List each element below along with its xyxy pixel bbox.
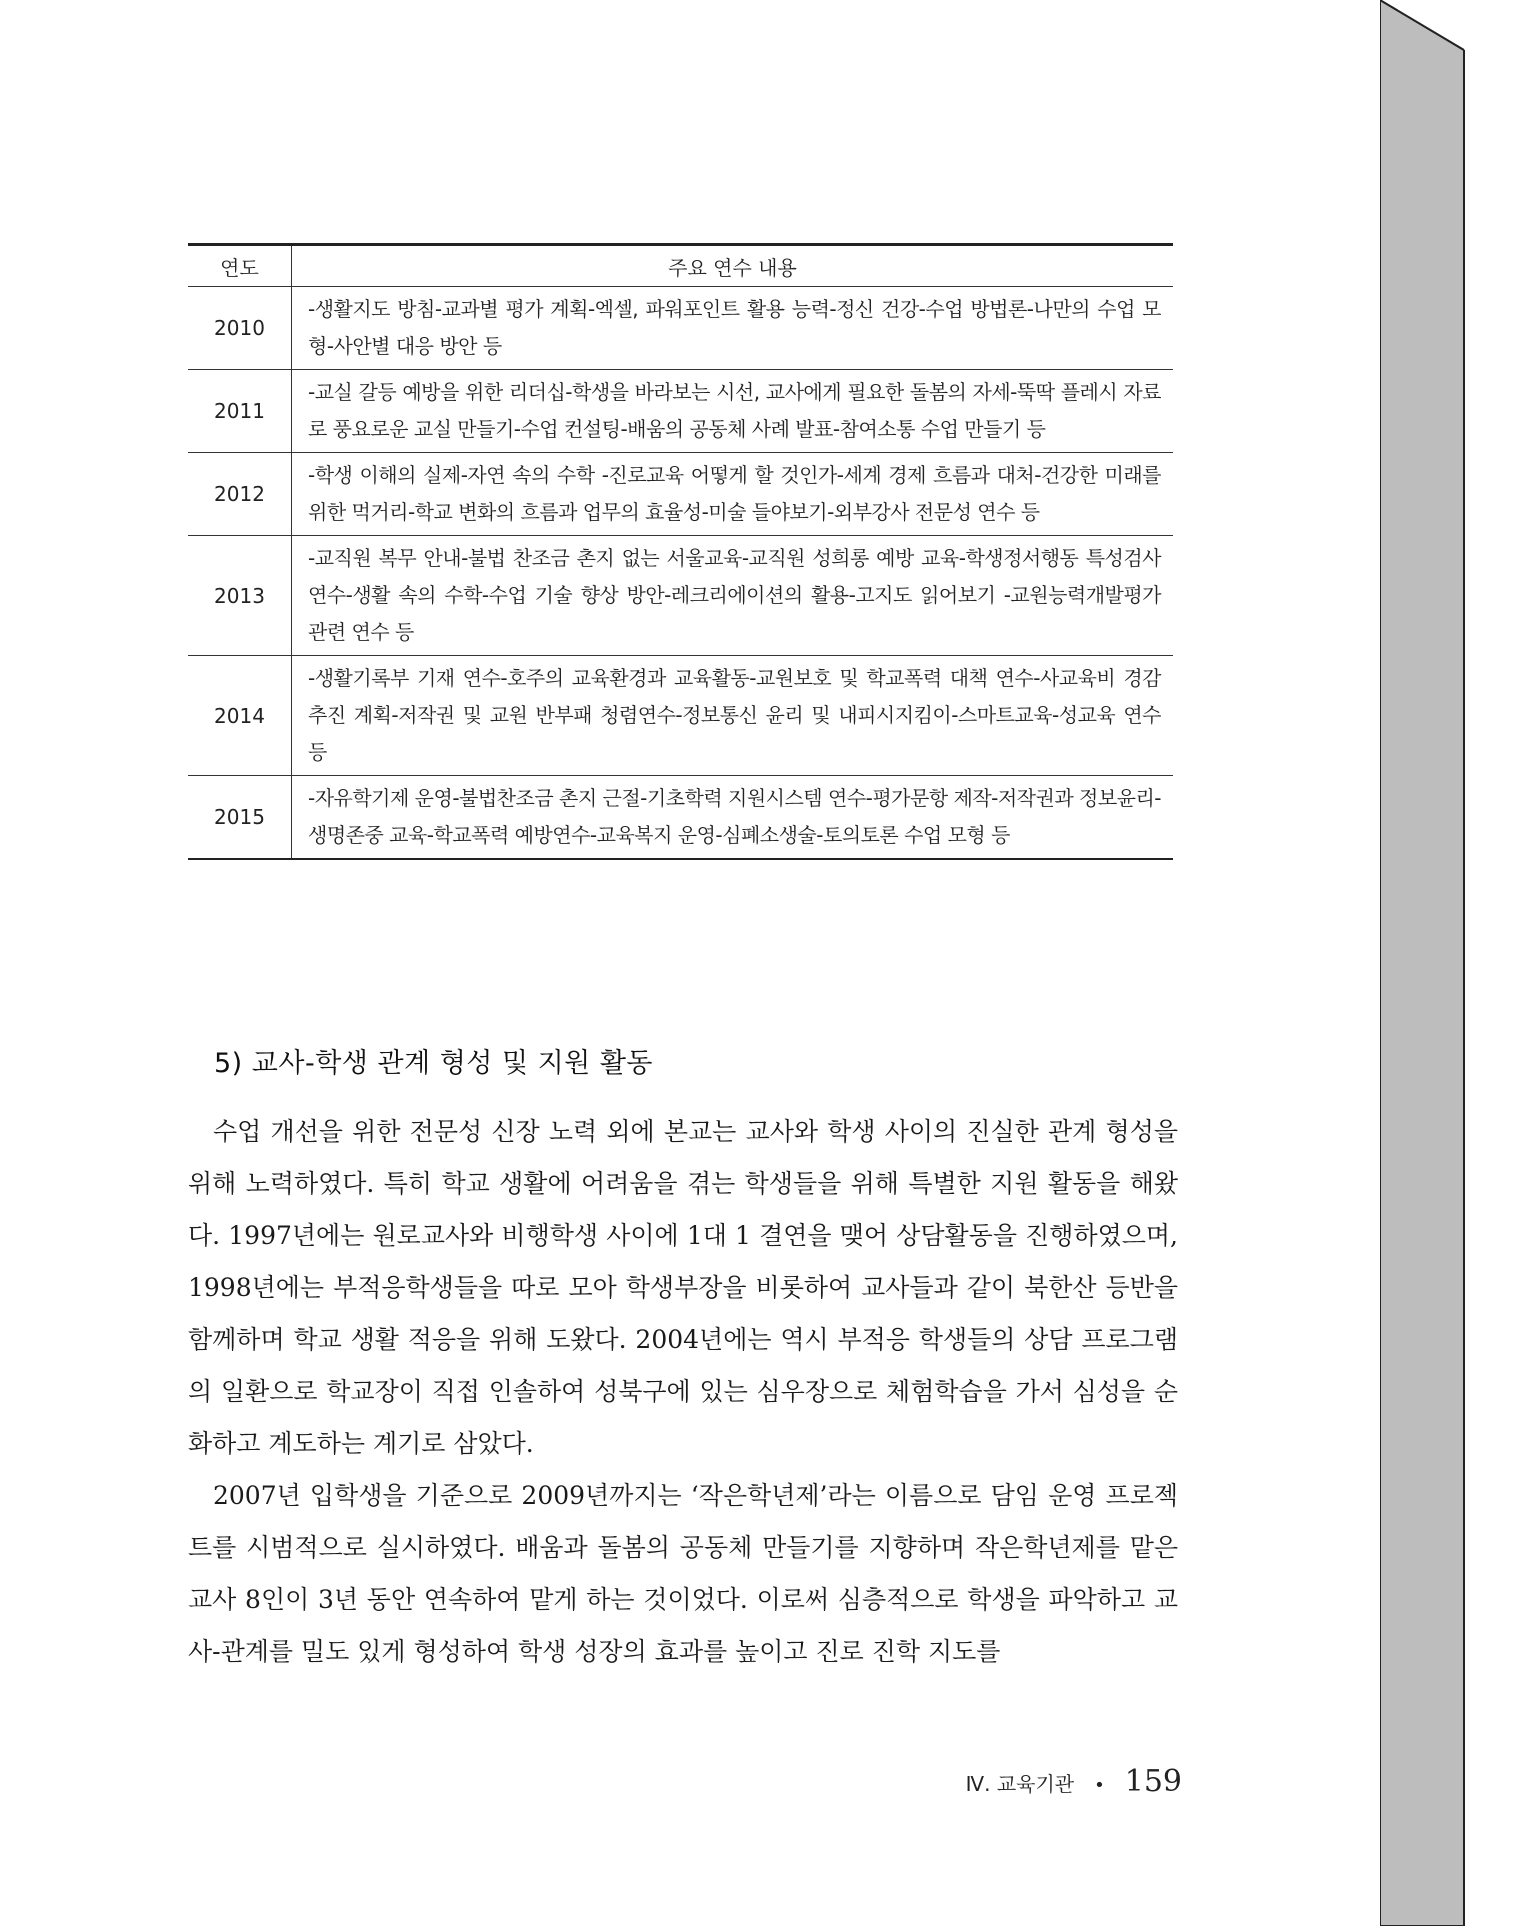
row-year: 2011 [188, 370, 292, 453]
table-row [188, 453, 1173, 536]
page-footer [966, 1764, 1182, 1799]
page-edge-shading [1380, 0, 1520, 1926]
header-content: 주요 연수 내용 [292, 245, 1174, 287]
row-content: -교직원 복무 안내-불법 찬조금 촌지 없는 서울교육-교직원 성희롱 예방 교육-학생정서행동 특성검사 연수-생활 속의 수학-수업 기술 향상 방안-레크리에이션의 활용-고지도 읽어보기 -교원능력개발평가 관련 연수 등 [292, 536, 1174, 656]
row-year: 2014 [188, 656, 292, 776]
page-number: 159 [1124, 1764, 1182, 1799]
training-table [188, 243, 1173, 860]
table-row [188, 370, 1173, 453]
row-content: -생활지도 방침-교과별 평가 계획-엑셀, 파워포인트 활용 능력-정신 건강-수업 방법론-나만의 수업 모형-사안별 대응 방안 등 [292, 287, 1174, 370]
row-year: 2015 [188, 776, 292, 860]
table-row [188, 776, 1173, 860]
table-row [188, 536, 1173, 656]
row-content: -교실 갈등 예방을 위한 리더십-학생을 바라보는 시선, 교사에게 필요한 돌봄의 자세-뚝딱 플레시 자료로 풍요로운 교실 만들기-수업 컨설팅-배움의 공동체 사례 발표-참여소통 수업 만들기 등 [292, 370, 1174, 453]
header-year: 연도 [188, 245, 292, 287]
paragraph: 2007년 입학생을 기준으로 2009년까지는 ‘작은학년제’라는 이름으로 담임 운영 프로젝트를 시범적으로 실시하였다. 배움과 돌봄의 공동체 만들기를 지향하며 작은학년제를 맡은 교사 8인이 3년 동안 연속하여 맡게 하는 것이었다. 이로써 심층적으로 학생을 파악하고 교사-관계를 밀도 있게 형성하여 학생 성장의 효과를 높이고 진로 진학 지도를 [188, 1481, 1178, 1666]
page-edge-graphic [1380, 0, 1520, 1926]
table-row [188, 656, 1173, 776]
row-content: -자유학기제 운영-불법찬조금 촌지 근절-기초학력 지원시스템 연수-평가문항 제작-저작권과 정보윤리-생명존중 교육-학교폭력 예방연수-교육복지 운영-심폐소생술-토의토론 수업 모형 등 [292, 776, 1174, 860]
row-year: 2010 [188, 287, 292, 370]
row-content: -생활기록부 기재 연수-호주의 교육환경과 교육활동-교원보호 및 학교폭력 대책 연수-사교육비 경감 추진 계획-저작권 및 교원 반부패 청렴연수-정보통신 윤리 및 내피시지킴이-스마트교육-성교육 연수 등 [292, 656, 1174, 776]
row-year: 2013 [188, 536, 292, 656]
table-row [188, 287, 1173, 370]
section-title: 5) 교사-학생 관계 형성 및 지원 활동 [214, 1048, 654, 1079]
row-content: -학생 이해의 실제-자연 속의 수학 -진로교육 어떻게 할 것인가-세계 경제 흐름과 대처-건강한 미래를 위한 먹거리-학교 변화의 흐름과 업무의 효율성-미술 들야보기-외부강사 전문성 연수 등 [292, 453, 1174, 536]
paragraph: 수업 개선을 위한 전문성 신장 노력 외에 본교는 교사와 학생 사이의 진실한 관계 형성을 위해 노력하였다. 특히 학교 생활에 어려움을 겪는 학생들을 위해 특별한 지원 활동을 해왔다. 1997년에는 원로교사와 비행학생 사이에 1대 1 결연을 맺어 상담활동을 진행하였으며, 1998년에는 부적응학생들을 따로 모아 학생부장을 비롯하여 교사들과 같이 북한산 등반을 함께하며 학교 생활 적응을 위해 도왔다. 2004년에는 역시 부적응 학생들의 상담 프로그램의 일환으로 학교장이 직접 인솔하여 성북구에 있는 심우장으로 체험학습을 가서 심성을 순화하고 계도하는 계기로 삼았다. [188, 1117, 1178, 1458]
row-year: 2012 [188, 453, 292, 536]
body-text [188, 1106, 1178, 1678]
separator-dot: • [1094, 1775, 1105, 1796]
table-header-row [188, 245, 1173, 287]
chapter-label: Ⅳ. 교육기관 [965, 1772, 1075, 1796]
